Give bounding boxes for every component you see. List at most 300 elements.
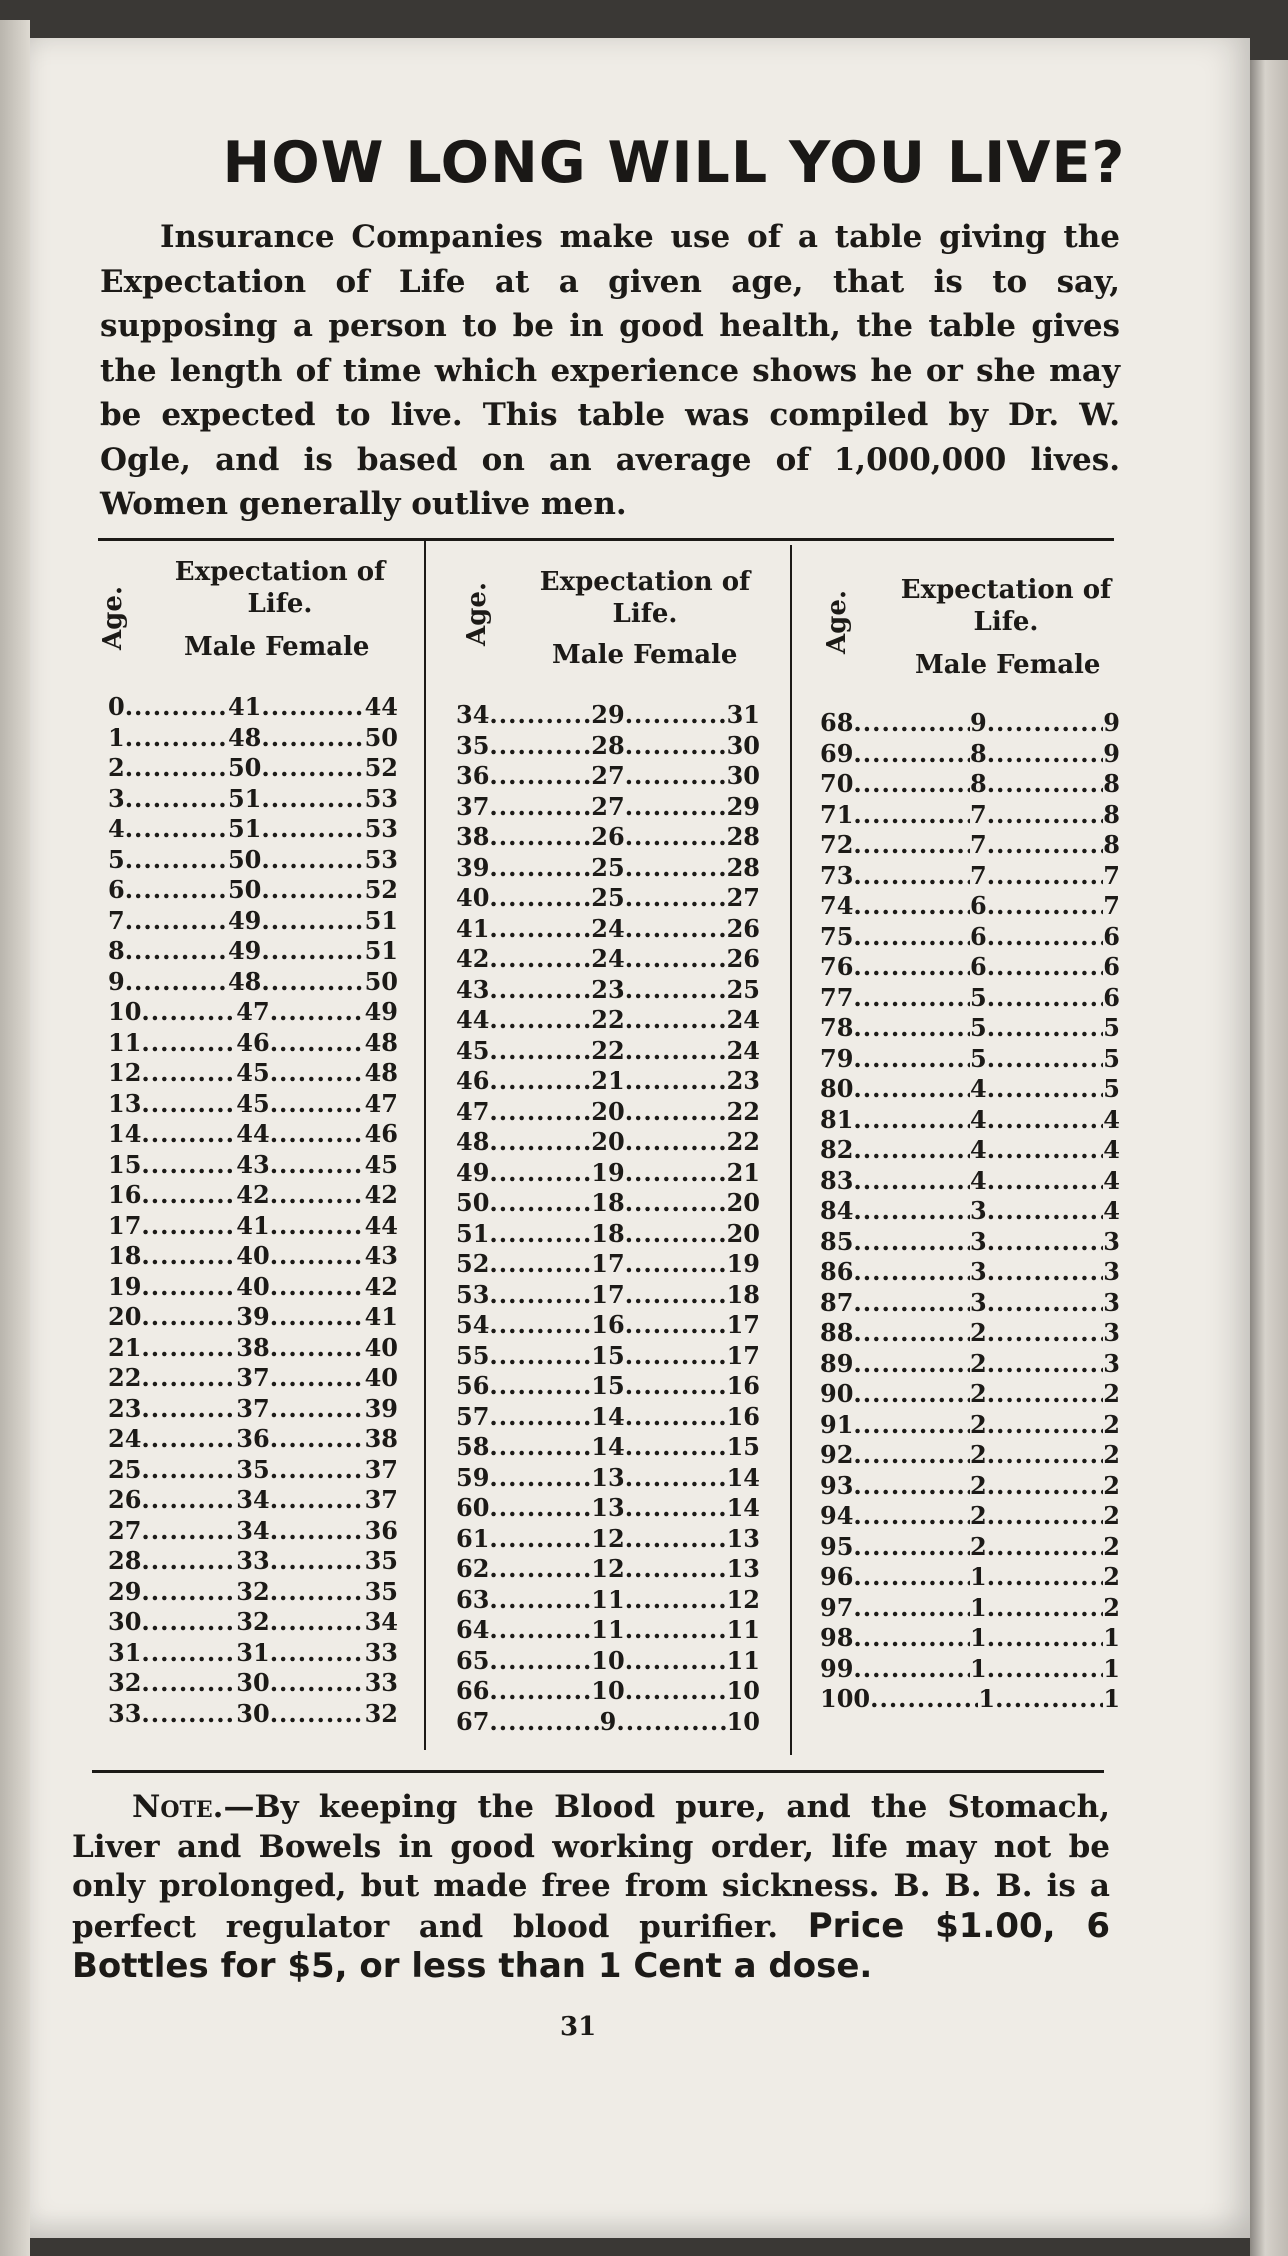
dot-leader [489, 944, 591, 975]
female-value: 26 [726, 944, 760, 973]
female-value: 24 [726, 1035, 760, 1065]
dot-leader [141, 1394, 236, 1425]
male-value: 8 [970, 769, 987, 798]
dot-leader [853, 1074, 970, 1105]
table-row [820, 1166, 1120, 1197]
dot-leader [853, 1562, 970, 1593]
dot-leader [987, 1654, 1104, 1685]
dot-leader [987, 1318, 1104, 1349]
table-row [820, 1288, 1120, 1319]
dot-leader [987, 1196, 1104, 1227]
table-row [108, 1607, 398, 1638]
dot-leader [270, 1516, 365, 1547]
male-value: 49 [227, 936, 262, 965]
age-value: 78 [820, 1013, 854, 1042]
dot-leader [987, 1410, 1104, 1441]
table-row [456, 1341, 760, 1372]
dot-leader [489, 1402, 591, 1433]
table-row [108, 1302, 398, 1333]
dot-leader [625, 1280, 727, 1311]
dot-leader [625, 914, 727, 945]
male-value: 27 [591, 761, 625, 790]
female-value: 42 [364, 1271, 398, 1301]
age-value: 65 [456, 1645, 490, 1675]
table-row [456, 1036, 760, 1067]
female-value: 6 [1103, 921, 1120, 951]
table-rows [820, 708, 1120, 1715]
age-value: 63 [456, 1584, 490, 1614]
dot-leader [141, 1363, 236, 1394]
dot-leader [987, 800, 1104, 831]
dot-leader [987, 1471, 1104, 1502]
male-value: 5 [970, 1013, 987, 1042]
table-row [456, 1066, 760, 1097]
table-row [820, 1623, 1120, 1654]
male-value: 11 [591, 1584, 625, 1614]
male-value: 41 [236, 1210, 270, 1240]
female-value: 2 [1103, 1501, 1120, 1530]
table-rows [456, 700, 760, 1737]
male-value: 2 [970, 1531, 987, 1561]
male-value: 24 [591, 944, 625, 973]
dot-leader [489, 1585, 591, 1616]
age-value: 49 [456, 1157, 490, 1187]
male-value: 14 [591, 1401, 625, 1431]
dot-leader [625, 1310, 727, 1341]
female-value: 2 [1103, 1562, 1120, 1591]
age-value: 27 [108, 1515, 142, 1545]
dot-leader [270, 1089, 365, 1120]
age-value: 85 [820, 1226, 854, 1256]
dot-leader [141, 997, 236, 1028]
age-value: 56 [456, 1371, 490, 1400]
male-value: 41 [227, 692, 262, 721]
dot-leader [489, 761, 591, 792]
dot-leader [489, 792, 591, 823]
dot-leader [270, 1272, 365, 1303]
female-value: 46 [364, 1119, 398, 1148]
female-value: 37 [364, 1485, 398, 1514]
female-value: 38 [364, 1424, 398, 1453]
age-value: 75 [820, 921, 854, 951]
note-paragraph [72, 1788, 1110, 1988]
female-value: 2 [1103, 1470, 1120, 1500]
dot-leader [853, 1501, 970, 1532]
age-value: 50 [456, 1188, 490, 1217]
age-value: 71 [820, 799, 854, 829]
table-row [456, 1188, 760, 1219]
table-row [456, 1554, 760, 1585]
dot-leader [625, 1097, 727, 1128]
price-text: Price $1.00, 6 Bottles for $5, or less than 1 Cent a dose. [72, 1905, 1110, 1986]
age-value: 1 [108, 722, 125, 752]
dot-leader [625, 1646, 727, 1677]
dot-leader [489, 1554, 591, 1585]
table-row [456, 1615, 760, 1646]
dot-leader [987, 952, 1104, 983]
age-value: 61 [456, 1523, 490, 1553]
male-value: 18 [591, 1218, 625, 1248]
female-value: 43 [364, 1241, 398, 1270]
age-value: 30 [108, 1607, 142, 1636]
age-value: 4 [108, 814, 125, 843]
female-value: 50 [364, 966, 399, 996]
male-value: 35 [236, 1454, 270, 1484]
dot-leader [987, 1166, 1104, 1197]
female-value: 1 [1103, 1684, 1121, 1713]
table-row [456, 853, 760, 884]
age-value: 73 [820, 860, 854, 890]
female-value: 36 [364, 1515, 398, 1545]
male-value: 4 [970, 1104, 987, 1134]
dot-leader [125, 753, 228, 784]
dot-leader [261, 692, 364, 723]
dot-leader [489, 1341, 591, 1372]
age-value: 32 [108, 1668, 142, 1697]
male-value: 3 [970, 1257, 987, 1286]
age-value: 9 [108, 966, 125, 996]
dot-leader [489, 1371, 591, 1402]
dot-leader [853, 1471, 970, 1502]
female-value: 44 [364, 692, 399, 721]
dot-leader [853, 1166, 970, 1197]
male-value: 15 [591, 1340, 625, 1370]
age-value: 96 [820, 1562, 854, 1591]
male-value: 18 [591, 1188, 625, 1217]
dot-leader [625, 1493, 727, 1524]
table-row [108, 1699, 398, 1730]
table-row [820, 1440, 1120, 1471]
dot-leader [489, 1524, 591, 1555]
male-value: 3 [970, 1226, 987, 1256]
male-value: 32 [236, 1607, 270, 1636]
age-value: 69 [820, 738, 854, 768]
female-value: 52 [364, 875, 399, 904]
female-value: 48 [364, 1058, 398, 1087]
age-value: 37 [456, 791, 490, 821]
female-value: 35 [364, 1576, 398, 1606]
age-value: 62 [456, 1554, 490, 1583]
female-header: Female [265, 632, 370, 662]
male-value: 2 [970, 1501, 987, 1530]
female-value: 30 [726, 730, 760, 760]
male-value: 47 [236, 997, 270, 1026]
age-value: 77 [820, 982, 854, 1012]
male-value: 1 [970, 1623, 987, 1652]
column-divider-1 [424, 540, 426, 1750]
dot-leader [987, 1562, 1104, 1593]
male-value: 19 [591, 1157, 625, 1187]
male-value: 1 [970, 1653, 987, 1683]
male-value: 6 [970, 921, 987, 951]
dot-leader [489, 1097, 591, 1128]
female-value: 35 [364, 1546, 398, 1575]
dot-leader [261, 936, 364, 967]
dot-leader [987, 1349, 1104, 1380]
dot-leader [853, 739, 970, 770]
dot-leader [270, 1150, 365, 1181]
age-value: 95 [820, 1531, 854, 1561]
female-header: Female [996, 650, 1101, 680]
male-value: 2 [970, 1379, 987, 1408]
dot-leader [489, 731, 591, 762]
dot-leader [987, 1074, 1104, 1105]
dot-leader [853, 1532, 970, 1563]
male-value: 2 [970, 1348, 987, 1378]
dot-leader [853, 922, 970, 953]
dot-leader [489, 914, 591, 945]
table-row [820, 1227, 1120, 1258]
age-value: 92 [820, 1440, 854, 1469]
dot-leader [489, 1188, 591, 1219]
dot-leader [853, 1135, 970, 1166]
table-row [820, 769, 1120, 800]
dot-leader [270, 1577, 365, 1608]
table-row [456, 1280, 760, 1311]
dot-leader [489, 1463, 591, 1494]
age-value: 13 [108, 1088, 142, 1118]
male-value: 4 [970, 1165, 987, 1195]
table-row [820, 983, 1120, 1014]
female-value: 4 [1103, 1104, 1120, 1134]
female-value: 14 [726, 1493, 760, 1522]
table-row [820, 708, 1120, 739]
dot-leader [987, 1044, 1104, 1075]
female-value: 53 [364, 844, 399, 874]
table-row [820, 922, 1120, 953]
age-value: 23 [108, 1393, 142, 1423]
dot-leader [625, 1402, 727, 1433]
dot-leader [489, 1066, 591, 1097]
age-value: 51 [456, 1218, 490, 1248]
table-row [820, 1532, 1120, 1563]
age-value: 87 [820, 1287, 854, 1317]
female-value: 3 [1103, 1287, 1120, 1317]
dot-leader [853, 708, 970, 739]
female-value: 44 [364, 1210, 398, 1240]
table-row [456, 1432, 760, 1463]
male-value: 6 [970, 891, 987, 920]
dot-leader [987, 1623, 1104, 1654]
dot-leader [625, 883, 727, 914]
dot-leader [987, 830, 1104, 861]
table-row [820, 952, 1120, 983]
female-value: 4 [1103, 1165, 1120, 1195]
dot-leader [270, 1638, 365, 1669]
table-row [820, 1471, 1120, 1502]
age-value: 25 [108, 1454, 142, 1484]
male-value: 6 [970, 952, 987, 981]
female-value: 8 [1103, 799, 1120, 829]
table-row [456, 1646, 760, 1677]
female-value: 39 [364, 1393, 398, 1423]
male-header: Male [184, 632, 257, 662]
table-row [456, 1402, 760, 1433]
dot-leader [489, 1493, 591, 1524]
age-value: 46 [456, 1066, 490, 1095]
table-row [820, 1318, 1120, 1349]
age-value: 68 [820, 708, 854, 737]
female-value: 42 [364, 1180, 398, 1209]
dot-leader [489, 1646, 591, 1677]
female-value: 45 [364, 1149, 398, 1179]
dot-leader [261, 906, 364, 937]
male-value: 11 [591, 1615, 625, 1644]
female-value: 51 [364, 936, 399, 965]
age-value: 22 [108, 1363, 142, 1392]
age-value: 44 [456, 1005, 490, 1034]
table-row [108, 1241, 398, 1272]
dot-leader [489, 1707, 599, 1738]
table-row [456, 1310, 760, 1341]
table-row [820, 1654, 1120, 1685]
female-value: 41 [364, 1302, 398, 1331]
female-value: 50 [364, 722, 399, 752]
table-row [820, 739, 1120, 770]
male-value: 17 [591, 1279, 625, 1309]
table-row [820, 1410, 1120, 1441]
dot-leader [141, 1668, 236, 1699]
female-value: 17 [726, 1340, 760, 1370]
dot-leader [853, 1044, 970, 1075]
male-value: 33 [236, 1546, 270, 1575]
dot-leader [995, 1684, 1103, 1715]
female-value: 15 [726, 1432, 760, 1461]
age-value: 24 [108, 1424, 142, 1453]
male-value: 34 [236, 1515, 270, 1545]
dot-leader [625, 1066, 727, 1097]
age-value: 34 [456, 700, 490, 729]
age-value: 29 [108, 1576, 142, 1606]
female-value: 32 [364, 1698, 398, 1728]
dot-leader [489, 822, 591, 853]
dot-leader [853, 1013, 970, 1044]
dot-leader [625, 731, 727, 762]
age-value: 93 [820, 1470, 854, 1500]
table-row [820, 1196, 1120, 1227]
intro-paragraph: Insurance Companies make use of a table giving the Expectation of Life at a given age, that is to say, supposing a person to be in good health, the table gives the length of time which experience shows he or she may be expected to live. This table was compiled by Dr. W. Ogle, and is based on an average of 1,000,000 lives. Women generally outlive men. [100, 219, 1120, 522]
female-value: 53 [364, 814, 399, 843]
dot-leader [987, 1288, 1104, 1319]
table-row [108, 1089, 398, 1120]
male-value: 1 [970, 1562, 987, 1591]
male-value: 31 [236, 1637, 270, 1667]
dot-leader [125, 875, 228, 906]
age-value: 67 [456, 1706, 490, 1736]
male-value: 51 [227, 814, 262, 843]
age-value: 64 [456, 1615, 490, 1644]
male-value: 16 [591, 1310, 625, 1339]
table-row [820, 1593, 1120, 1624]
female-value: 47 [364, 1088, 398, 1118]
dot-leader [625, 1036, 727, 1067]
female-value: 23 [726, 1066, 760, 1095]
male-value: 25 [591, 852, 625, 882]
female-value: 8 [1103, 830, 1120, 859]
age-value: 94 [820, 1501, 854, 1530]
male-value: 32 [236, 1576, 270, 1606]
age-value: 53 [456, 1279, 490, 1309]
dot-leader [489, 975, 591, 1006]
dot-leader [853, 1593, 970, 1624]
female-value: 34 [364, 1607, 398, 1636]
female-value: 5 [1103, 1074, 1120, 1103]
dot-leader [489, 883, 591, 914]
dot-leader [987, 739, 1104, 770]
male-value: 17 [591, 1249, 625, 1278]
age-value: 19 [108, 1271, 142, 1301]
table-row [108, 997, 398, 1028]
dot-leader [270, 1333, 365, 1364]
dot-leader [261, 814, 364, 845]
table-row [108, 1455, 398, 1486]
dot-leader [616, 1707, 726, 1738]
dot-leader [261, 784, 364, 815]
table-row [108, 1668, 398, 1699]
dot-leader [987, 1440, 1104, 1471]
female-value: 10 [726, 1706, 761, 1736]
male-header: Male [915, 650, 988, 680]
page-number: 31 [560, 2012, 597, 2042]
female-value: 40 [364, 1332, 398, 1362]
table-row [456, 914, 760, 945]
dot-leader [270, 1211, 365, 1242]
dot-leader [141, 1485, 236, 1516]
dot-leader [853, 1410, 970, 1441]
male-value: 28 [591, 730, 625, 760]
male-value: 2 [970, 1409, 987, 1439]
female-value: 22 [726, 1096, 760, 1126]
table-row [820, 1562, 1120, 1593]
age-value: 12 [108, 1058, 142, 1087]
male-value: 36 [236, 1424, 270, 1453]
female-value: 33 [364, 1668, 398, 1697]
dot-leader [141, 1424, 236, 1455]
column-divider-2 [790, 545, 792, 1755]
male-value: 45 [236, 1088, 270, 1118]
age-value: 17 [108, 1210, 142, 1240]
female-value: 6 [1103, 952, 1120, 981]
male-value: 22 [591, 1035, 625, 1065]
dot-leader [270, 1699, 365, 1730]
female-value: 20 [726, 1218, 760, 1248]
dot-leader [853, 1349, 970, 1380]
male-value: 40 [236, 1271, 270, 1301]
male-value: 22 [591, 1005, 625, 1034]
sex-header [184, 632, 369, 662]
dot-leader [141, 1546, 236, 1577]
dot-leader [489, 1615, 591, 1646]
dot-leader [270, 1607, 365, 1638]
expectation-header: Expectation of Life. [539, 567, 751, 629]
note-label: Note. [132, 1789, 224, 1825]
age-value: 33 [108, 1698, 142, 1728]
dot-leader [270, 997, 365, 1028]
dot-leader [125, 906, 228, 937]
table-row [108, 814, 398, 845]
table-row [108, 1424, 398, 1455]
male-value: 50 [227, 875, 262, 904]
male-value: 26 [591, 822, 625, 851]
dot-leader [489, 1158, 591, 1189]
dot-leader [853, 769, 970, 800]
age-value: 76 [820, 952, 854, 981]
female-value: 49 [364, 997, 398, 1026]
female-value: 8 [1103, 769, 1120, 798]
table-row [456, 944, 760, 975]
dot-leader [141, 1272, 236, 1303]
table-row [456, 883, 760, 914]
